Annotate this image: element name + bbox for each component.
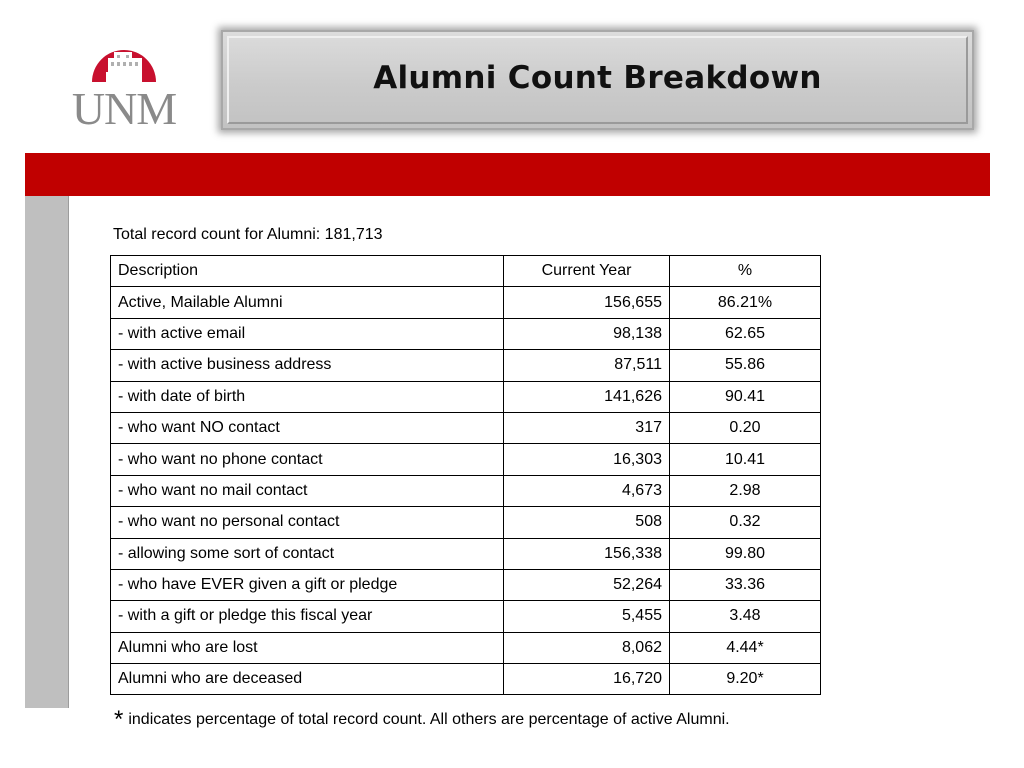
row-current-year: 4,673	[504, 475, 670, 506]
row-percent: 10.41	[670, 444, 821, 475]
unm-logo	[62, 38, 186, 134]
row-current-year: 52,264	[504, 569, 670, 600]
row-current-year: 317	[504, 412, 670, 443]
row-percent: 4.44*	[670, 632, 821, 663]
row-current-year: 508	[504, 507, 670, 538]
total-label: Total record count for Alumni:	[113, 226, 321, 243]
total-record-line	[113, 226, 383, 244]
row-current-year: 16,303	[504, 444, 670, 475]
row-percent: 0.20	[670, 412, 821, 443]
row-current-year: 156,655	[504, 287, 670, 318]
row-percent: 9.20*	[670, 664, 821, 695]
table-row	[111, 412, 821, 443]
table-row	[111, 318, 821, 349]
row-description: - with a gift or pledge this fiscal year	[111, 601, 504, 632]
header-percent: %	[670, 256, 821, 287]
gray-side-bar	[25, 196, 69, 708]
table-row	[111, 350, 821, 381]
red-header-band	[25, 153, 990, 196]
row-current-year: 141,626	[504, 381, 670, 412]
table-row	[111, 287, 821, 318]
row-percent: 86.21%	[670, 287, 821, 318]
row-percent: 62.65	[670, 318, 821, 349]
unm-building-emblem	[84, 38, 164, 88]
row-description: - who want NO contact	[111, 412, 504, 443]
row-percent: 33.36	[670, 569, 821, 600]
table-header-row	[111, 256, 821, 287]
row-description: Alumni who are lost	[111, 632, 504, 663]
unm-wordmark: UNM	[71, 83, 177, 134]
footnote-text: indicates percentage of total record count. All others are percentage of active Alumni.	[128, 711, 730, 728]
title-banner	[221, 30, 974, 130]
footnote-marker: *	[114, 706, 124, 733]
alumni-breakdown-table	[110, 255, 821, 695]
row-percent: 0.32	[670, 507, 821, 538]
table-row	[111, 538, 821, 569]
row-current-year: 16,720	[504, 664, 670, 695]
row-current-year: 5,455	[504, 601, 670, 632]
table-row	[111, 569, 821, 600]
header-current-year: Current Year	[504, 256, 670, 287]
row-percent: 3.48	[670, 601, 821, 632]
table-row	[111, 444, 821, 475]
table-row	[111, 381, 821, 412]
table-row	[111, 664, 821, 695]
row-current-year: 98,138	[504, 318, 670, 349]
row-current-year: 156,338	[504, 538, 670, 569]
row-current-year: 87,511	[504, 350, 670, 381]
row-current-year: 8,062	[504, 632, 670, 663]
row-percent: 55.86	[670, 350, 821, 381]
header-description: Description	[111, 256, 504, 287]
row-description: - who have EVER given a gift or pledge	[111, 569, 504, 600]
row-description: - who want no phone contact	[111, 444, 504, 475]
row-description: - who want no mail contact	[111, 475, 504, 506]
row-description: - with active email	[111, 318, 504, 349]
footnote	[114, 706, 730, 734]
row-description: Active, Mailable Alumni	[111, 287, 504, 318]
row-description: - with date of birth	[111, 381, 504, 412]
table-row	[111, 601, 821, 632]
row-description: - who want no personal contact	[111, 507, 504, 538]
row-description: - with active business address	[111, 350, 504, 381]
table-row	[111, 507, 821, 538]
page-title: Alumni Count Breakdown	[373, 60, 822, 96]
row-percent: 99.80	[670, 538, 821, 569]
total-value: 181,713	[324, 226, 383, 243]
row-description: Alumni who are deceased	[111, 664, 504, 695]
row-percent: 2.98	[670, 475, 821, 506]
row-description: - allowing some sort of contact	[111, 538, 504, 569]
row-percent: 90.41	[670, 381, 821, 412]
table-row	[111, 475, 821, 506]
table-row	[111, 632, 821, 663]
